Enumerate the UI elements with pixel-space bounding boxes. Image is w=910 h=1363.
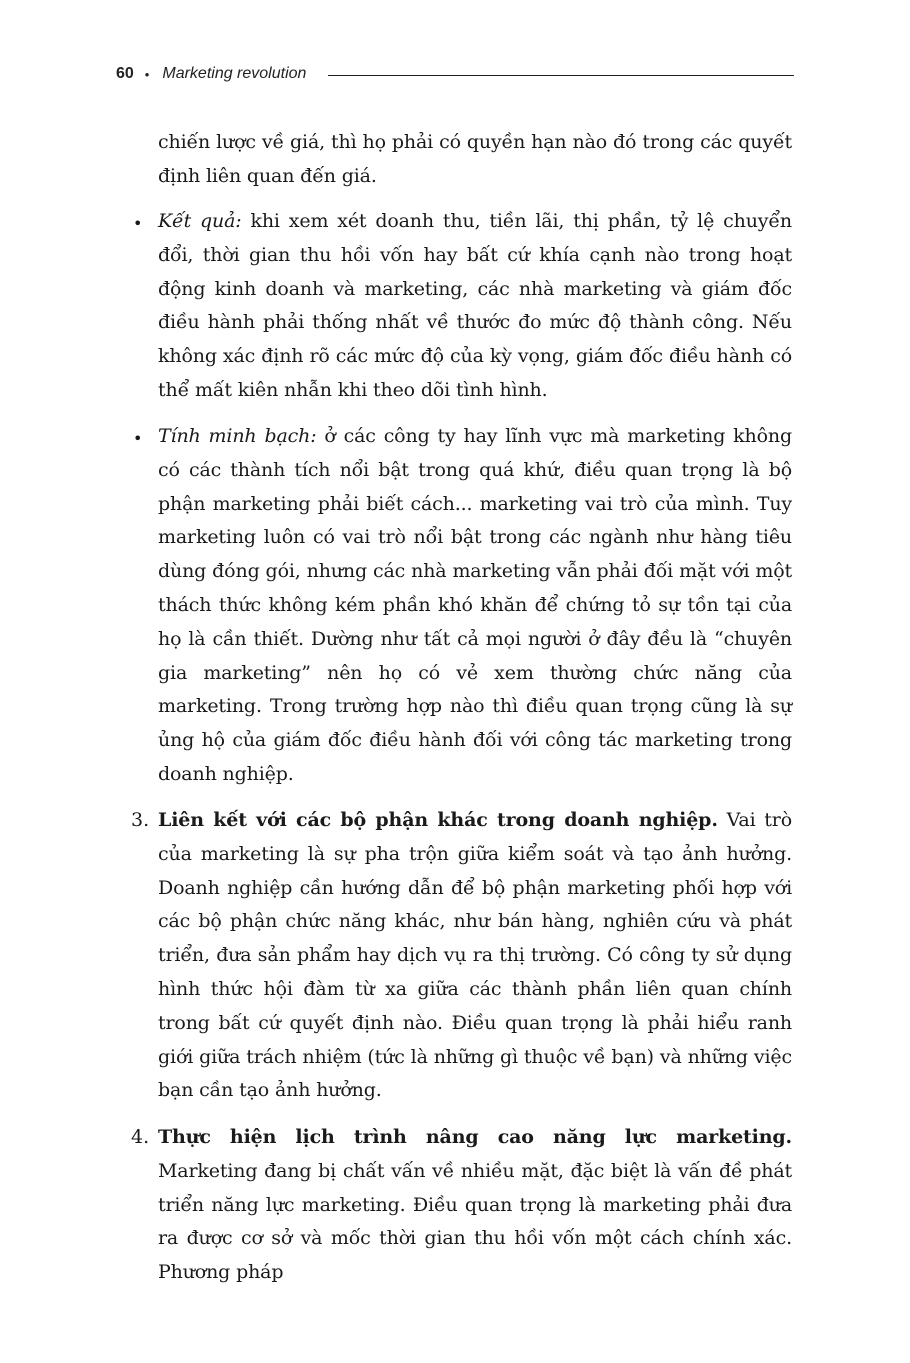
numbered-body: Marketing đang bị chất vấn về nhiều mặt, đặc biệt là vấn đề phát triển năng lực marketing. Điều quan trọng là marketing phải đưa ra được cơ sở và mốc thời gian thu hồi vốn một cách chính xác. Phương pháp <box>158 1159 792 1284</box>
header-rule <box>328 75 794 76</box>
header-separator: • <box>144 66 150 82</box>
list-number: 3. <box>131 809 150 831</box>
continuation-paragraph: chiến lược về giá, thì họ phải có quyền hạn nào đó trong các quyết định liên quan đến giá. <box>158 131 792 187</box>
list-number: 4. <box>131 1126 150 1148</box>
bullet-body: khi xem xét doanh thu, tiền lãi, thị phần, tỷ lệ chuyển đổi, thời gian thu hồi vốn hay bất cứ khía cạnh nào trong hoạt động kinh doanh và marketing, các nhà marketing và giám đốc điều hành phải thống nhất về thước đo mức độ thành công. Nếu không xác định rõ các mức độ của kỳ vọng, giám đốc điều hành có thể mất kiên nhẫn khi theo dõi tình hình. <box>158 210 792 401</box>
bullet-marker: • <box>133 429 143 448</box>
numbered-paragraph-3 <box>158 804 792 1108</box>
bullet-marker: • <box>133 214 143 233</box>
bullet-lead: Kết quả: <box>158 210 242 232</box>
numbered-body: Vai trò của marketing là sự pha trộn giữa kiểm soát và tạo ảnh hưởng. Doanh nghiệp cần hướng dẫn để bộ phận marketing phối hợp với các bộ phận chức năng khác, như bán hàng, nghiên cứu và phát triển, đưa sản phẩm hay dịch vụ ra thị trường. Có công ty sử dụng hình thức hội đàm từ xa giữa các thành phần liên quan chính trong bất cứ quyết định nào. Điều quan trọng là phải hiểu ranh giới giữa trách nhiệm (tức là những gì thuộc về bạn) và những việc bạn cần tạo ảnh hưởng. <box>158 809 792 1102</box>
bullet-paragraph-tinh-minh-bach <box>158 420 792 792</box>
running-title: Marketing revolution <box>162 65 307 82</box>
running-header <box>116 63 794 85</box>
numbered-lead: Liên kết với các bộ phận khác trong doanh nghiệp. <box>158 809 718 831</box>
bullet-body: ở các công ty hay lĩnh vực mà marketing không có các thành tích nổi bật trong quá khứ, điều quan trọng là bộ phận marketing phải biết cách... marketing vai trò của mình. Tuy marketing luôn có vai trò nổi bật trong các ngành như hàng tiêu dùng đóng gói, nhưng các nhà marketing vẫn phải đối mặt với một thách thức không kém phần khó khăn để chứng tỏ sự tồn tại của họ là cần thiết. Dường như tất cả mọi người ở đây đều là “chuyên gia marketing” nên họ có vẻ xem thường chức năng của marketing. Trong trường hợp nào thì điều quan trọng cũng là sự ủng hộ của giám đốc điều hành đối với công tác marketing trong doanh nghiệp. <box>158 425 792 785</box>
page-number: 60 <box>116 65 134 82</box>
numbered-paragraph-4 <box>158 1121 792 1290</box>
numbered-lead: Thực hiện lịch trình nâng cao năng lực marketing. <box>158 1126 792 1148</box>
bullet-paragraph-ket-qua <box>158 205 792 408</box>
bullet-lead: Tính minh bạch: <box>158 425 317 447</box>
